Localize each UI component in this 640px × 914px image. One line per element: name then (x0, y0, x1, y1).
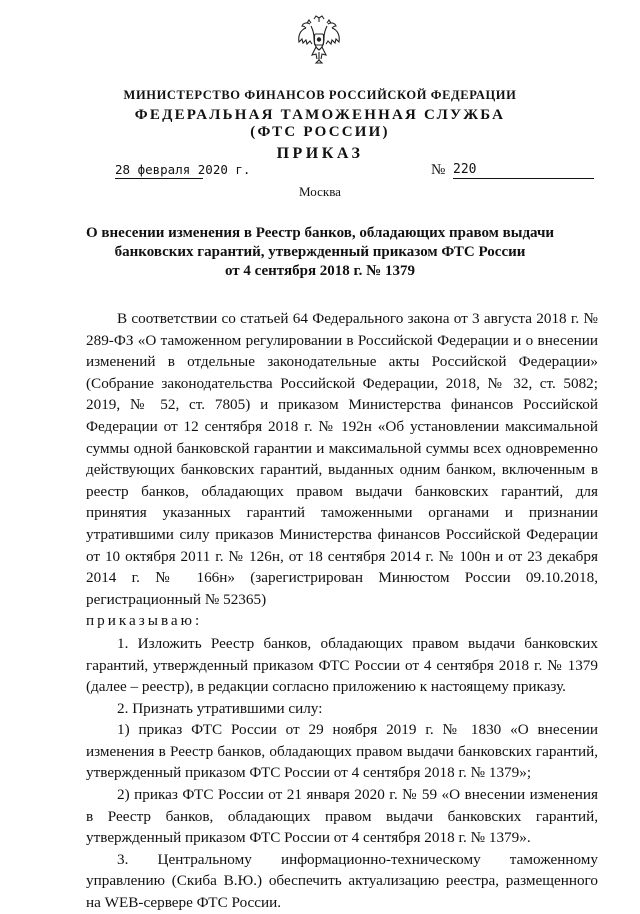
document-type: ПРИКАЗ (276, 145, 364, 162)
order-word: приказываю: (86, 612, 203, 630)
order-title-line-2: банковских гарантий, утвержденный приказом ФТС России (114, 244, 526, 260)
order-number: 220 (453, 162, 594, 179)
issue-city: Москва (299, 184, 341, 199)
order-body (86, 308, 598, 914)
order-title-line-1: О внесении изменения в Реестр банков, обладающих правом выдачи (85, 225, 555, 241)
preamble-paragraph: В соответствии со статьей 64 Федерального закона от 3 августа 2018 г. № 289-ФЗ «О таможенном регулировании в Российской Федерации и о внесении изменений в отдельные законодательные акты Российской Федерации» (Собрание законодательства Российской Федерации, 2018, № 32, ст. 5082; 2019, № 52, ст. 7805) и приказом Министерства финансов Российской Федерации от 12 сентября 2018 г. № 192н «Об установлении максимальной суммы одной банковской гарантии и максимальной суммы всех одновременно действующих банковских гарантий, выданных одним банком, включенным в реестр банков, обладающих правом выдачи банковских гарантий, для принятия указанных гарантий таможенными органами и признании утратившими силу приказов Министерства финансов Российской Федерации от 10 октября 2011 г. № 126н, от 18 сентября 2014 г. № 100н и от 23 декабря 2014 г. № 166н» (зарегистрирован Минюстом России 09.10.2018, регистрационный № 52365) (86, 310, 598, 608)
order-number-sign: № (431, 162, 446, 178)
clause-2-subitem-2: 2) приказ ФТС России от 21 января 2020 г. № 59 «О внесении изменения в Реестр банков, обладающих правом выдачи банковских гарантий, утвержденный приказом ФТС России от 4 сентября 2018 г. № 1379». (86, 786, 598, 847)
service-abbreviation: (ФТС РОССИИ) (250, 124, 390, 140)
clause-2-subitem-1: 1) приказ ФТС России от 29 ноября 2019 г. № 1830 «О внесении изменения в Реестр банков, обладающих правом выдачи банковских гарантий, утвержденный приказом ФТС России от 4 сентября 2018 г. № 1379»; (86, 721, 598, 782)
clause-3: 3. Центральному информационно-техническому таможенному управлению (Скиба В.Ю.) обеспечить актуализацию реестра, размещенного на WEB-сервере ФТС России. (86, 850, 598, 912)
service-name: ФЕДЕРАЛЬНАЯ ТАМОЖЕННАЯ СЛУЖБА (134, 107, 506, 123)
order-title-line-3: от 4 сентября 2018 г. № 1379 (225, 263, 415, 279)
order-date: 28 февраля 2020 г. (115, 162, 251, 177)
clause-2: 2. Признать утратившими силу: (117, 699, 323, 717)
order-title (70, 224, 570, 281)
double-headed-eagle-emblem-icon (296, 14, 342, 66)
ministry-name: МИНИСТЕРСТВО ФИНАНСОВ РОССИЙСКОЙ ФЕДЕРАЦИИ (123, 88, 517, 102)
clause-1: 1. Изложить Реестр банков, обладающих правом выдачи банковских гарантий, утвержденный приказом ФТС России от 4 сентября 2018 г. № 1379 (далее – реестр), в редакции согласно приложению к настоящему приказу. (86, 634, 598, 696)
